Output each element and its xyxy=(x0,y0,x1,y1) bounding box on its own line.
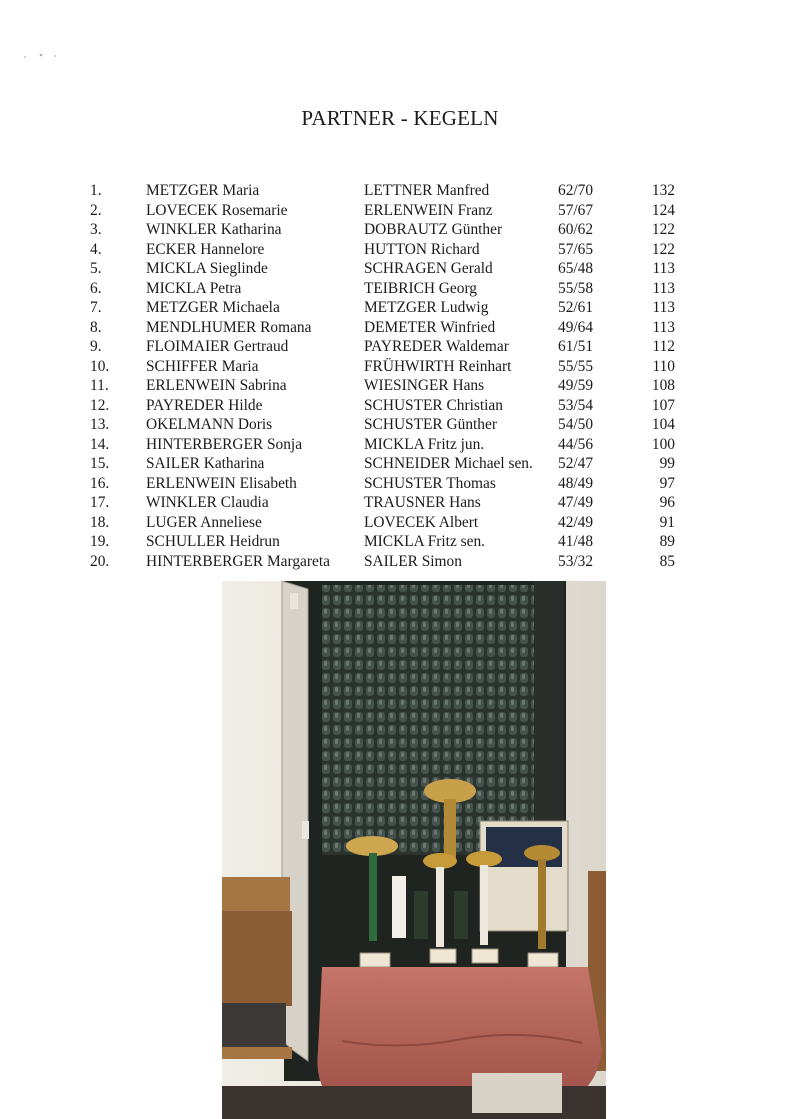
lady-name-cell: LOVECEK Rosemarie xyxy=(146,201,288,219)
lady-name-cell: WINKLER Katharina xyxy=(146,221,282,238)
split-score-cell: 55/58 xyxy=(558,279,594,297)
split-score-cell: 44/56 xyxy=(558,435,594,453)
gent-name-cell: SCHUSTER Christian xyxy=(364,396,503,414)
split-score-cell: 52/47 xyxy=(558,455,594,472)
rank-cell: 5. xyxy=(90,260,102,277)
bench-seat xyxy=(222,1003,286,1047)
result-row xyxy=(90,415,675,435)
bottle-2 xyxy=(454,891,468,939)
split-score-cell: 55/55 xyxy=(558,357,594,375)
gent-name-cell: FRÜHWIRTH Reinhart xyxy=(364,357,512,375)
split-score-cell: 61/51 xyxy=(558,338,594,355)
door-hinge-middle xyxy=(302,821,309,839)
lady-name-cell: ERLENWEIN Sabrina xyxy=(146,377,287,394)
lady-name-cell: SAILER Katharina xyxy=(146,455,265,472)
trophy-cup-right xyxy=(524,845,560,861)
rank-cell: 19. xyxy=(90,533,110,550)
rank-cell: 16. xyxy=(90,474,110,492)
gent-name-cell: MICKLA Fritz jun. xyxy=(364,435,485,453)
trophy-base-4 xyxy=(528,953,558,967)
bench-backrest xyxy=(222,877,290,911)
total-score-cell: 91 xyxy=(659,513,675,531)
split-score-cell: 49/64 xyxy=(558,318,594,336)
page-title: PARTNER - KEGELN xyxy=(301,106,499,130)
result-row xyxy=(90,493,675,513)
total-score-cell: 100 xyxy=(651,435,675,453)
lady-name-cell: MICKLA Petra xyxy=(146,279,242,297)
split-score-cell: 54/50 xyxy=(558,416,594,433)
total-score-cell: 124 xyxy=(651,201,675,219)
gent-name-cell: TRAUSNER Hans xyxy=(364,494,481,511)
glass-panel xyxy=(322,585,534,855)
gent-name-cell: SAILER Simon xyxy=(364,552,462,570)
bench-edge xyxy=(222,1047,292,1059)
rank-cell: 9. xyxy=(90,338,102,355)
total-score-cell: 107 xyxy=(651,396,675,414)
total-score-cell: 97 xyxy=(659,474,675,492)
split-score-cell: 60/62 xyxy=(558,221,594,238)
lady-name-cell: ERLENWEIN Elisabeth xyxy=(146,474,297,492)
rank-cell: 8. xyxy=(90,318,102,336)
rank-cell: 2. xyxy=(90,201,102,219)
total-score-cell: 99 xyxy=(659,455,675,472)
split-score-cell: 48/49 xyxy=(558,474,594,492)
result-row xyxy=(90,220,675,240)
split-score-cell: 62/70 xyxy=(558,182,594,199)
lady-name-cell: HINTERBERGER Sonja xyxy=(146,435,303,453)
lady-name-cell: METZGER Maria xyxy=(146,182,260,199)
split-score-cell: 49/59 xyxy=(558,377,594,394)
rank-cell: 20. xyxy=(90,552,110,570)
box-on-floor xyxy=(472,1073,562,1113)
total-score-cell: 122 xyxy=(651,240,675,258)
result-row xyxy=(90,435,675,455)
result-row xyxy=(90,396,675,416)
rank-cell: 6. xyxy=(90,279,102,297)
rank-cell: 3. xyxy=(90,221,102,238)
gent-name-cell: METZGER Ludwig xyxy=(364,299,489,316)
result-row xyxy=(90,279,675,299)
trophy-stem-mid2 xyxy=(480,865,488,945)
rank-cell: 4. xyxy=(90,240,102,258)
lady-name-cell: SCHIFFER Maria xyxy=(146,357,259,375)
rank-cell: 10. xyxy=(90,357,110,375)
split-score-cell: 57/65 xyxy=(558,240,594,258)
split-score-cell: 47/49 xyxy=(558,494,594,511)
split-score-cell: 53/54 xyxy=(558,396,594,414)
candle-white xyxy=(392,876,406,938)
rank-cell: 11. xyxy=(90,377,109,394)
gent-name-cell: ERLENWEIN Franz xyxy=(364,201,493,219)
gent-name-cell: MICKLA Fritz sen. xyxy=(364,533,485,550)
lady-name-cell: FLOIMAIER Gertraud xyxy=(146,338,289,355)
total-score-cell: 89 xyxy=(659,533,675,550)
split-score-cell: 65/48 xyxy=(558,260,594,277)
split-score-cell: 41/48 xyxy=(558,533,594,550)
split-score-cell: 53/32 xyxy=(558,552,594,570)
rank-cell: 14. xyxy=(90,435,110,453)
trophy-stem-right xyxy=(538,859,546,949)
rank-cell: 7. xyxy=(90,299,102,316)
total-score-cell: 108 xyxy=(651,377,675,394)
rank-cell: 18. xyxy=(90,513,110,531)
gent-name-cell: SCHUSTER Günther xyxy=(364,416,497,433)
result-row xyxy=(90,454,675,474)
lady-name-cell: MICKLA Sieglinde xyxy=(146,260,268,277)
rank-cell: 15. xyxy=(90,455,110,472)
result-row xyxy=(90,532,675,552)
result-row xyxy=(90,318,675,338)
lady-name-cell: PAYREDER Hilde xyxy=(146,396,263,414)
trophy-base-2 xyxy=(430,949,456,963)
gent-name-cell: SCHUSTER Thomas xyxy=(364,474,496,492)
total-score-cell: 110 xyxy=(652,357,675,375)
rank-cell: 13. xyxy=(90,416,110,433)
results-table xyxy=(90,181,675,571)
gent-name-cell: LOVECEK Albert xyxy=(364,513,479,531)
result-row xyxy=(90,240,675,260)
lady-name-cell: ECKER Hannelore xyxy=(146,240,265,258)
total-score-cell: 112 xyxy=(652,338,675,355)
result-row xyxy=(90,357,675,377)
result-row xyxy=(90,298,675,318)
result-row xyxy=(90,259,675,279)
total-score-cell: 104 xyxy=(651,416,675,433)
bottle-1 xyxy=(414,891,428,939)
total-score-cell: 113 xyxy=(652,318,675,336)
gent-name-cell: SCHNEIDER Michael sen. xyxy=(364,455,533,472)
total-score-cell: 122 xyxy=(651,221,675,238)
trophy-stem-large xyxy=(444,799,456,859)
gent-name-cell: PAYREDER Waldemar xyxy=(364,338,509,355)
lady-name-cell: SCHULLER Heidrun xyxy=(146,533,280,550)
total-score-cell: 85 xyxy=(659,552,675,570)
results-body xyxy=(90,181,675,571)
gent-name-cell: SCHRAGEN Gerald xyxy=(364,260,493,277)
gent-name-cell: DOBRAUTZ Günther xyxy=(364,221,503,238)
total-score-cell: 113 xyxy=(652,260,675,277)
trophy-photo-drawing xyxy=(222,581,606,1119)
trophy-base-3 xyxy=(472,949,498,963)
lady-name-cell: METZGER Michaela xyxy=(146,299,280,316)
total-score-cell: 96 xyxy=(659,494,675,511)
trophy-base-1 xyxy=(360,953,390,967)
door-hinge-top xyxy=(290,593,298,609)
result-row xyxy=(90,376,675,396)
gent-name-cell: HUTTON Richard xyxy=(364,240,480,258)
split-score-cell: 57/67 xyxy=(558,201,594,219)
result-row xyxy=(90,201,675,221)
result-row xyxy=(90,513,675,533)
scan-specks xyxy=(22,48,72,62)
split-score-cell: 52/61 xyxy=(558,299,594,316)
total-score-cell: 113 xyxy=(652,299,675,316)
lady-name-cell: LUGER Anneliese xyxy=(146,513,262,531)
lady-name-cell: OKELMANN Doris xyxy=(146,416,273,433)
gent-name-cell: TEIBRICH Georg xyxy=(364,279,477,297)
rank-cell: 12. xyxy=(90,396,110,414)
trophy-photo xyxy=(222,581,606,1119)
trophy-stem-mid xyxy=(436,867,444,947)
gent-name-cell: WIESINGER Hans xyxy=(364,377,485,394)
trophy-stem-left xyxy=(369,853,377,941)
total-score-cell: 113 xyxy=(652,279,675,297)
gent-name-cell: LETTNER Manfred xyxy=(364,182,490,199)
result-row xyxy=(90,552,675,572)
trophy-cup-mid2 xyxy=(466,851,502,867)
lady-name-cell: WINKLER Claudia xyxy=(146,494,269,511)
rank-cell: 17. xyxy=(90,494,110,511)
total-score-cell: 132 xyxy=(651,182,675,199)
split-score-cell: 42/49 xyxy=(558,513,594,531)
trophy-cup-mid xyxy=(423,853,457,869)
lady-name-cell: HINTERBERGER Margareta xyxy=(146,552,330,570)
lady-name-cell: MENDLHUMER Romana xyxy=(146,318,312,336)
bench-side xyxy=(222,911,292,1006)
gent-name-cell: DEMETER Winfried xyxy=(364,318,496,336)
rank-cell: 1. xyxy=(90,182,102,199)
result-row xyxy=(90,337,675,357)
result-row xyxy=(90,474,675,494)
result-row xyxy=(90,181,675,201)
